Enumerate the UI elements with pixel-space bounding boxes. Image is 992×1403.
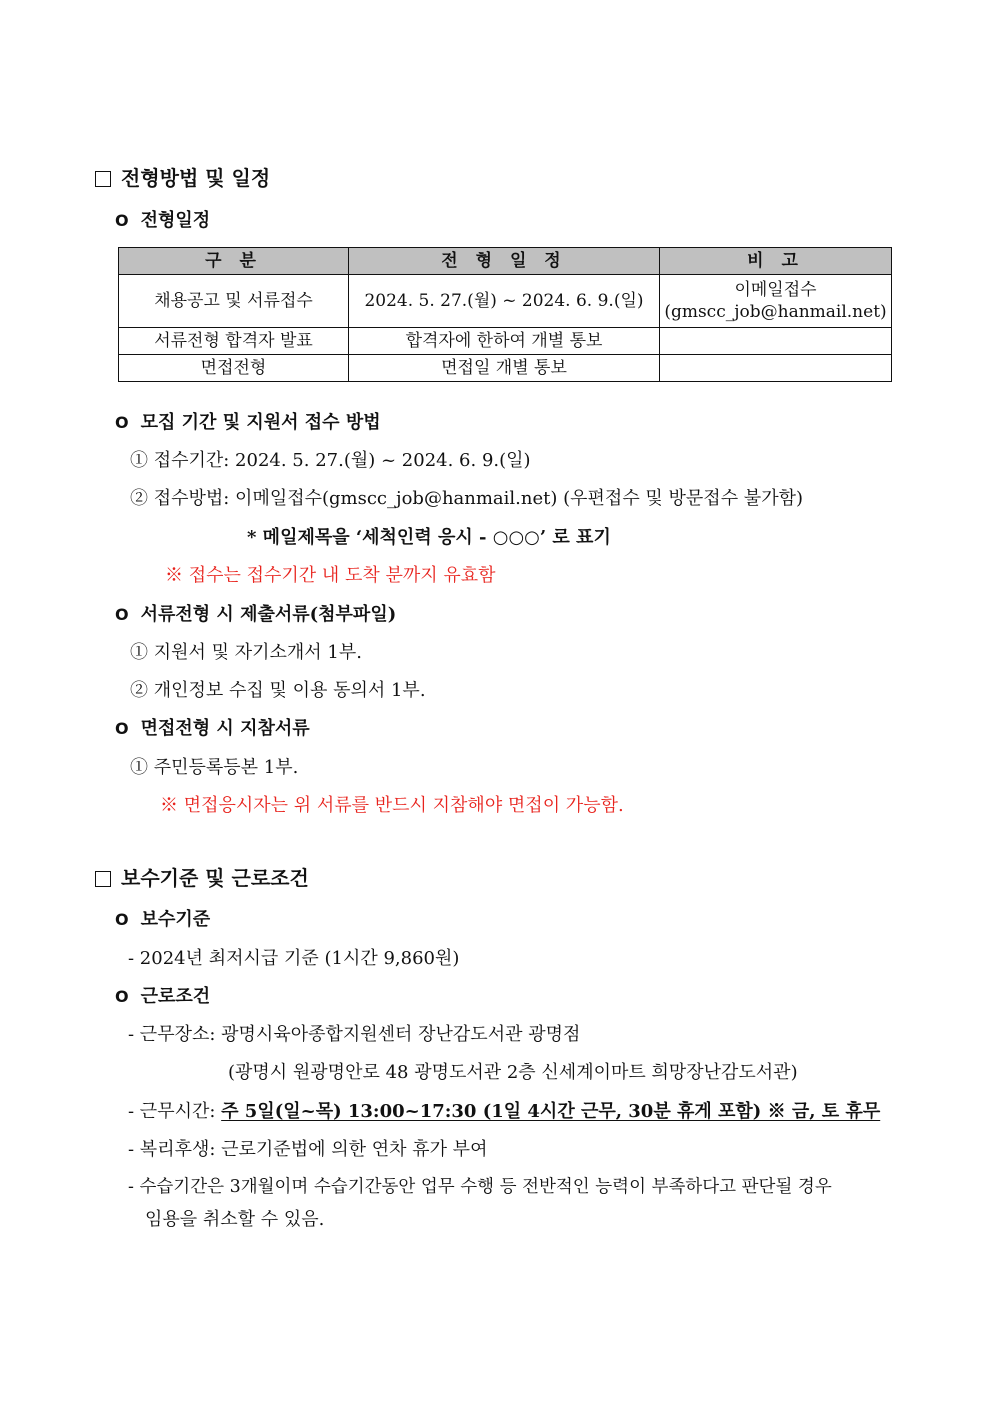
table-row: [119, 275, 892, 328]
subheading-pay-standard: O 보수기준: [115, 909, 211, 930]
circle-bullet-icon: O: [115, 719, 129, 738]
list-item-method: ② 접수방법: 이메일접수(gmscc_job@hanmail.net) (우편접수 및 방문접수 불가함): [130, 488, 803, 509]
work-place-detail: (광명시 원광명안로 48 광명도서관 2층 신세계이마트 희망장난감도서관): [228, 1062, 798, 1083]
subheading-documents: O 서류전형 시 제출서류(첨부파일): [115, 604, 397, 625]
interview-warning: ※ 면접응시자는 위 서류를 반드시 지참해야 면접이 가능함.: [160, 795, 624, 816]
subheading-interview-docs: O 면접전형 시 지참서류: [115, 718, 310, 739]
checkbox-square-icon: [95, 171, 111, 187]
checkbox-square-icon: [95, 871, 111, 887]
schedule-table: [118, 247, 892, 382]
table-header-cell: 구 분: [119, 248, 349, 275]
list-item-resume: ① 지원서 및 자기소개서 1부.: [130, 642, 362, 663]
probation-line: - 수습기간은 3개월이며 수습기간동안 업무 수행 등 전반적인 능력이 부족하다고 판단될 경우: [128, 1177, 832, 1197]
work-place: - 근무장소: 광명시육아종합지원센터 장난감도서관 광명점: [128, 1024, 581, 1045]
table-cell: [660, 355, 892, 382]
table-header-cell: 전 형 일 정: [349, 248, 660, 275]
table-cell-note: 이메일접수 (gmscc_job@hanmail.net): [660, 275, 892, 328]
section-heading-selection: 전형방법 및 일정: [95, 162, 270, 191]
table-cell: [660, 328, 892, 355]
circle-bullet-icon: O: [115, 413, 129, 432]
subheading-schedule: O 전형일정: [115, 210, 211, 231]
pay-item: - 2024년 최저시급 기준 (1시간 9,860원): [128, 948, 460, 969]
subheading-application-method: O 모집 기간 및 지원서 접수 방법: [115, 412, 381, 433]
table-cell: 서류전형 합격자 발표: [119, 328, 349, 355]
work-hours: - 근무시간: 주 5일(일~목) 13:00~17:30 (1일 4시간 근무, 30분 휴게 포함) ※ 금, 토 휴무: [128, 1101, 881, 1122]
table-row: [119, 355, 892, 382]
table-row: [119, 328, 892, 355]
circle-bullet-icon: O: [115, 910, 129, 929]
deadline-warning: ※ 접수는 접수기간 내 도착 분까지 유효함: [165, 565, 496, 586]
table-cell: 합격자에 한하여 개별 통보: [349, 328, 660, 355]
probation-line-cont: 임용을 취소할 수 있음.: [145, 1209, 325, 1230]
list-item-period: ① 접수기간: 2024. 5. 27.(월) ~ 2024. 6. 9.(일): [130, 450, 531, 471]
welfare: - 복리후생: 근로기준법에 의한 연차 휴가 부여: [128, 1139, 488, 1160]
table-cell: 2024. 5. 27.(월) ~ 2024. 6. 9.(일): [349, 275, 660, 328]
list-item-resident-register: ① 주민등록등본 1부.: [130, 757, 299, 778]
table-cell: 채용공고 및 서류접수: [119, 275, 349, 328]
email-subject-note: * 메일제목을 ‘세척인력 응시 - ○○○’ 로 표기: [247, 527, 611, 548]
table-cell: 면접일 개별 통보: [349, 355, 660, 382]
table-cell: 면접전형: [119, 355, 349, 382]
circle-bullet-icon: O: [115, 211, 129, 230]
section-heading-pay: 보수기준 및 근로조건: [95, 862, 309, 891]
table-header-row: [119, 248, 892, 275]
subheading-conditions: O 근로조건: [115, 986, 211, 1007]
circle-bullet-icon: O: [115, 605, 129, 624]
table-header-cell: 비 고: [660, 248, 892, 275]
circle-bullet-icon: O: [115, 987, 129, 1006]
list-item-consent: ② 개인정보 수집 및 이용 동의서 1부.: [130, 680, 426, 701]
